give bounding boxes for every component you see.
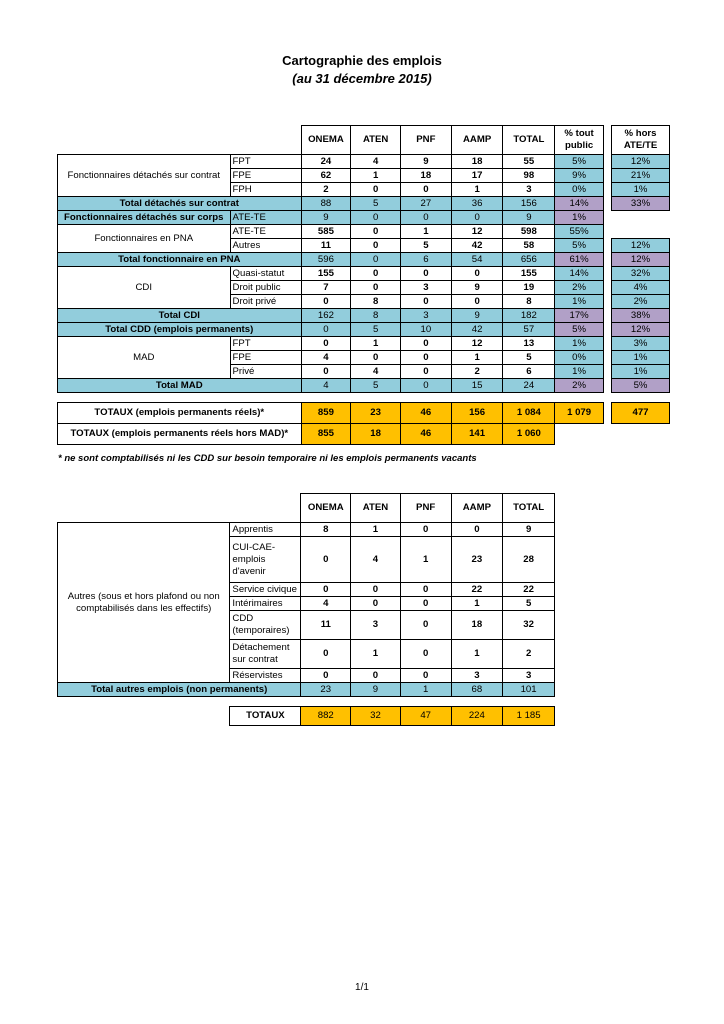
cell: 4 xyxy=(351,365,401,379)
cell: 1 xyxy=(451,183,503,197)
cell: 3% xyxy=(612,337,670,351)
cell: 1 xyxy=(401,225,452,239)
cell: 58 xyxy=(503,239,555,253)
cell: 61% xyxy=(555,253,604,267)
cell: 42 xyxy=(451,239,503,253)
cell: 36 xyxy=(451,197,503,211)
cell: 5 xyxy=(503,351,555,365)
cell: 12% xyxy=(612,253,670,267)
col-header: ATEN xyxy=(351,494,401,523)
cell: 68 xyxy=(451,683,503,697)
cell: 32 xyxy=(503,611,555,640)
cell: 54 xyxy=(451,253,503,267)
cell: 0 xyxy=(400,597,451,611)
cell: 1% xyxy=(555,295,604,309)
cell: 19 xyxy=(503,281,555,295)
cell: 8 xyxy=(351,309,401,323)
cell: 2 xyxy=(503,640,555,669)
cell: 155 xyxy=(301,267,351,281)
cell: 17% xyxy=(555,309,604,323)
cell: 21% xyxy=(612,169,670,183)
total-row xyxy=(58,379,670,393)
cell: 9 xyxy=(503,211,555,225)
cell: 0 xyxy=(401,183,452,197)
cell: 0 xyxy=(301,323,351,337)
cell: 38% xyxy=(612,309,670,323)
cell: 2% xyxy=(555,379,604,393)
row-label: Service civique xyxy=(230,583,301,597)
row-label: TOTAUX (emplois permanents réels hors MAD)* xyxy=(58,424,302,445)
cell: 9 xyxy=(503,523,555,537)
cell: 1% xyxy=(612,365,670,379)
cell: 9 xyxy=(451,281,503,295)
cell: 17 xyxy=(451,169,503,183)
group-label: CDI xyxy=(58,267,231,309)
table-row xyxy=(58,155,670,169)
row-label: Total détachés sur contrat xyxy=(58,197,302,211)
row-label: Droit public xyxy=(230,281,301,295)
cell: 23 xyxy=(301,683,351,697)
cell: 0 xyxy=(401,351,452,365)
cell: 55% xyxy=(555,225,604,239)
cell: 0 xyxy=(351,351,401,365)
cell: 12 xyxy=(451,225,503,239)
row-label: CUI-CAE-emplois d'avenir xyxy=(230,537,301,583)
cell: 22 xyxy=(503,583,555,597)
cell: 141 xyxy=(451,424,503,445)
cell: 12% xyxy=(612,155,670,169)
cell: 0 xyxy=(451,523,503,537)
cell: 98 xyxy=(503,169,555,183)
cell: 5 xyxy=(351,379,401,393)
cell: 28 xyxy=(503,537,555,583)
cell: 1 185 xyxy=(503,707,555,726)
cell: 0 xyxy=(301,537,351,583)
cell: 0 xyxy=(351,225,401,239)
cell: 0 xyxy=(301,669,351,683)
row-label: FPE xyxy=(230,351,301,365)
cell: 156 xyxy=(503,197,555,211)
header-row xyxy=(58,126,670,155)
cell: 3 xyxy=(451,669,503,683)
cell: 12 xyxy=(451,337,503,351)
employment-table xyxy=(57,125,670,445)
cell: 0 xyxy=(301,365,351,379)
total-row xyxy=(58,253,670,267)
cell: 0% xyxy=(555,183,604,197)
cell: 47 xyxy=(400,707,451,726)
cell: 1 084 xyxy=(503,403,555,424)
cell: 23 xyxy=(351,403,401,424)
cell: 8 xyxy=(301,523,351,537)
cell: 9 xyxy=(401,155,452,169)
cell: 24 xyxy=(301,155,351,169)
cell: 5% xyxy=(555,239,604,253)
row-label: FPH xyxy=(230,183,301,197)
row-label: Total autres emplois (non permanents) xyxy=(58,683,301,697)
col-header: PNF xyxy=(401,126,452,155)
row-label: ATE-TE xyxy=(230,225,301,239)
cell: 155 xyxy=(503,267,555,281)
cell: 23 xyxy=(451,537,503,583)
cell: 598 xyxy=(503,225,555,239)
cell: 585 xyxy=(301,225,351,239)
header-row xyxy=(58,494,555,523)
cell: 0 xyxy=(401,211,452,225)
total-row xyxy=(58,683,555,697)
cell: 3 xyxy=(503,669,555,683)
row-label: FPE xyxy=(230,169,301,183)
cell: 42 xyxy=(451,323,503,337)
cell: 33% xyxy=(612,197,670,211)
cell: 8 xyxy=(503,295,555,309)
cell: 1% xyxy=(612,351,670,365)
group-label: Fonctionnaires détachés sur contrat xyxy=(58,155,231,197)
spacer-row xyxy=(58,697,555,707)
cell: 18 xyxy=(401,169,452,183)
cell: 3 xyxy=(401,309,452,323)
cell: 62 xyxy=(301,169,351,183)
group-label: MAD xyxy=(58,337,231,379)
cell: 1 xyxy=(400,537,451,583)
cell: 0 xyxy=(401,267,452,281)
cell: 4 xyxy=(301,597,351,611)
cell: 6 xyxy=(503,365,555,379)
other-jobs-table xyxy=(57,493,555,726)
cell: 1% xyxy=(555,211,604,225)
cell: 4 xyxy=(351,537,401,583)
cell: 4% xyxy=(612,281,670,295)
cell: 5 xyxy=(351,197,401,211)
cell: 7 xyxy=(301,281,351,295)
totaux-row xyxy=(58,707,555,726)
row-label: Quasi-statut xyxy=(230,267,301,281)
cell: 55 xyxy=(503,155,555,169)
cell: 1 xyxy=(351,523,401,537)
cell: 0 xyxy=(401,337,452,351)
cell: 596 xyxy=(301,253,351,267)
cell: 0 xyxy=(351,597,401,611)
cell: 0 xyxy=(400,640,451,669)
cell: 9 xyxy=(301,211,351,225)
cell: 1 xyxy=(451,351,503,365)
cell: 1 079 xyxy=(555,403,604,424)
col-header: ONEMA xyxy=(301,494,351,523)
col-header: ONEMA xyxy=(301,126,351,155)
row-label: ATE-TE xyxy=(230,211,301,225)
col-header: PNF xyxy=(400,494,451,523)
row-label: Privé xyxy=(230,365,301,379)
row-label: Total MAD xyxy=(58,379,302,393)
cell: 0 xyxy=(401,295,452,309)
cell: 0 xyxy=(401,379,452,393)
cell: 15 xyxy=(451,379,503,393)
cell: 32% xyxy=(612,267,670,281)
cell: 101 xyxy=(503,683,555,697)
col-header: TOTAL xyxy=(503,126,555,155)
footnote: * ne sont comptabilisés ni les CDD sur besoin temporaire ni les emplois permanents vacants xyxy=(58,453,477,464)
table-row xyxy=(58,337,670,351)
cell: 88 xyxy=(301,197,351,211)
cell: 14% xyxy=(555,267,604,281)
group-label: Fonctionnaires en PNA xyxy=(58,225,231,253)
cell: 0 xyxy=(400,523,451,537)
cell: 18 xyxy=(451,155,503,169)
cell: 0 xyxy=(401,365,452,379)
col-header: AAMP xyxy=(451,494,503,523)
cell: 11 xyxy=(301,239,351,253)
cell: 1 xyxy=(351,640,401,669)
cell: 9% xyxy=(555,169,604,183)
cell: 46 xyxy=(401,424,452,445)
cell: 0 xyxy=(301,583,351,597)
cell: 4 xyxy=(301,379,351,393)
cell: 0 xyxy=(351,253,401,267)
cell: 656 xyxy=(503,253,555,267)
cell: 6 xyxy=(401,253,452,267)
cell: 224 xyxy=(451,707,503,726)
cell: 5% xyxy=(555,155,604,169)
cell: 0 xyxy=(351,583,401,597)
cell: 1 060 xyxy=(503,424,555,445)
col-header: ATEN xyxy=(351,126,401,155)
cell: 1% xyxy=(555,337,604,351)
page-subtitle: (au 31 décembre 2015) xyxy=(292,71,432,86)
row-label: Total fonctionnaire en PNA xyxy=(58,253,302,267)
row-label: Autres xyxy=(230,239,301,253)
cell: 4 xyxy=(351,155,401,169)
cell: 1% xyxy=(612,183,670,197)
row-label: FPT xyxy=(230,337,301,351)
spacer-row xyxy=(58,393,670,403)
cell: 18 xyxy=(351,424,401,445)
cell: 14% xyxy=(555,197,604,211)
cell: 0 xyxy=(301,337,351,351)
row-label: Intérimaires xyxy=(230,597,301,611)
cell: 57 xyxy=(503,323,555,337)
cell: 0 xyxy=(400,669,451,683)
cell: 46 xyxy=(401,403,452,424)
page-title: Cartographie des emplois xyxy=(282,53,442,68)
cell: 12% xyxy=(612,323,670,337)
table-row xyxy=(58,225,670,239)
cell: 12% xyxy=(612,239,670,253)
cell: 8 xyxy=(351,295,401,309)
cell: 5% xyxy=(612,379,670,393)
table-row xyxy=(58,211,670,225)
cell: 3 xyxy=(351,611,401,640)
cell: 2 xyxy=(451,365,503,379)
row-label: Total CDI xyxy=(58,309,302,323)
cell: 11 xyxy=(301,611,351,640)
table-row xyxy=(58,523,555,537)
total-row xyxy=(58,309,670,323)
cell: 32 xyxy=(351,707,401,726)
row-label: CDD (temporaires) xyxy=(230,611,301,640)
cell: 1 xyxy=(351,337,401,351)
cell: 0 xyxy=(351,281,401,295)
cell: 182 xyxy=(503,309,555,323)
table-row xyxy=(58,267,670,281)
cell: 0% xyxy=(555,351,604,365)
totaux-row xyxy=(58,403,670,424)
row-label: Droit privé xyxy=(230,295,301,309)
cell: 10 xyxy=(401,323,452,337)
cell: 1% xyxy=(555,365,604,379)
cell: 1 xyxy=(351,169,401,183)
cell: 0 xyxy=(351,183,401,197)
cell: 22 xyxy=(451,583,503,597)
cell: 2% xyxy=(555,281,604,295)
cell: 0 xyxy=(301,295,351,309)
row-label: Réservistes xyxy=(230,669,301,683)
cell: 5 xyxy=(503,597,555,611)
cell: 5% xyxy=(555,323,604,337)
cell: 1 xyxy=(400,683,451,697)
cell: 162 xyxy=(301,309,351,323)
total-row xyxy=(58,197,670,211)
cell: 1 xyxy=(451,597,503,611)
row-label: Total CDD (emplois permanents) xyxy=(58,323,302,337)
cell: 13 xyxy=(503,337,555,351)
cell: 0 xyxy=(451,267,503,281)
col-header: % hors ATE/TE xyxy=(612,126,670,155)
totaux-row xyxy=(58,424,670,445)
total-row xyxy=(58,323,670,337)
cell: 859 xyxy=(301,403,351,424)
cell: 2 xyxy=(301,183,351,197)
row-label: Apprentis xyxy=(230,523,301,537)
cell: 27 xyxy=(401,197,452,211)
cell: 18 xyxy=(451,611,503,640)
cell: 4 xyxy=(301,351,351,365)
cell: 156 xyxy=(451,403,503,424)
cell: 1 xyxy=(451,640,503,669)
cell: 5 xyxy=(351,323,401,337)
cell: 9 xyxy=(351,683,401,697)
cell: 0 xyxy=(301,640,351,669)
cell: 855 xyxy=(301,424,351,445)
cell: 5 xyxy=(401,239,452,253)
row-label: TOTAUX xyxy=(230,707,301,726)
cell: 0 xyxy=(400,583,451,597)
cell: 3 xyxy=(401,281,452,295)
col-header: AAMP xyxy=(451,126,503,155)
row-label: FPT xyxy=(230,155,301,169)
cell: 882 xyxy=(301,707,351,726)
row-label: TOTAUX (emplois permanents réels)* xyxy=(58,403,302,424)
row-label: Fonctionnaires détachés sur corps xyxy=(58,211,231,225)
cell: 9 xyxy=(451,309,503,323)
col-header: % tout public xyxy=(555,126,604,155)
cell: 0 xyxy=(451,211,503,225)
row-label: Détachement sur contrat xyxy=(230,640,301,669)
col-header: TOTAL xyxy=(503,494,555,523)
cell: 477 xyxy=(612,403,670,424)
cell: 0 xyxy=(400,611,451,640)
cell: 0 xyxy=(351,669,401,683)
cell: 24 xyxy=(503,379,555,393)
cell: 0 xyxy=(451,295,503,309)
page-number: 1/1 xyxy=(355,982,369,993)
cell: 0 xyxy=(351,267,401,281)
cell: 0 xyxy=(351,211,401,225)
cell: 0 xyxy=(351,239,401,253)
cell: 3 xyxy=(503,183,555,197)
cell: 2% xyxy=(612,295,670,309)
group-label: Autres (sous et hors plafond ou non comptabilisés dans les effectifs) xyxy=(58,523,230,683)
